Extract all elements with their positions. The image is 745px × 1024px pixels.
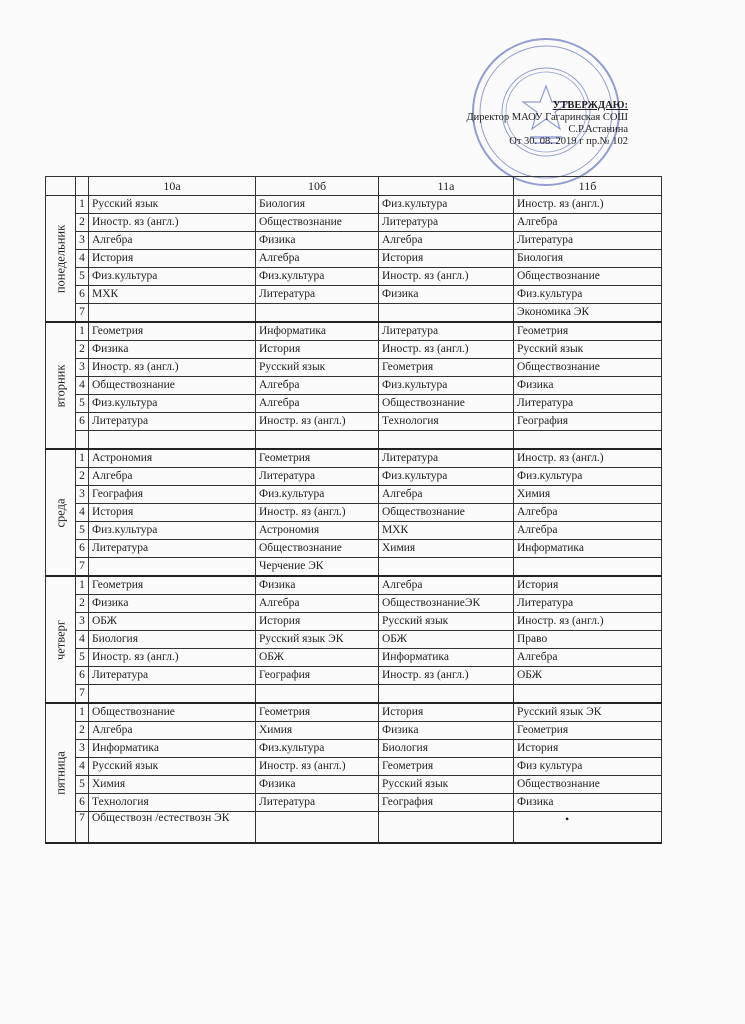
lesson-cell: Алгебра xyxy=(256,250,379,268)
lesson-cell: История xyxy=(514,740,662,758)
lesson-cell: Физика xyxy=(89,595,256,613)
ink-dot: • xyxy=(565,812,570,826)
table-row xyxy=(46,794,662,812)
lesson-cell: Физ.культура xyxy=(89,522,256,540)
lesson-cell: Геометрия xyxy=(256,703,379,722)
table-row xyxy=(46,304,662,323)
lesson-cell: ОБЖ xyxy=(89,613,256,631)
table-row xyxy=(46,214,662,232)
table-row xyxy=(46,558,662,577)
lesson-cell: Литература xyxy=(256,794,379,812)
lesson-cell: История xyxy=(514,576,662,595)
lesson-number: 2 xyxy=(76,722,89,740)
lesson-cell: Алгебра xyxy=(514,522,662,540)
lesson-cell: Геометрия xyxy=(379,758,514,776)
lesson-cell: Литература xyxy=(379,449,514,468)
lesson-cell: Литература xyxy=(256,286,379,304)
lesson-cell: Физ.культура xyxy=(379,196,514,214)
lesson-cell: Физика xyxy=(514,377,662,395)
lesson-cell: Литература xyxy=(514,595,662,613)
lesson-cell: Черчение ЭК xyxy=(256,558,379,577)
lesson-number: 5 xyxy=(76,649,89,667)
lesson-cell: Информатика xyxy=(256,322,379,341)
lesson-number: 7 xyxy=(76,812,89,844)
lesson-cell: ОБЖ xyxy=(256,649,379,667)
table-row xyxy=(46,341,662,359)
lesson-cell: Физика xyxy=(256,776,379,794)
table-row xyxy=(46,576,662,595)
lesson-cell xyxy=(256,304,379,323)
lesson-cell xyxy=(89,685,256,704)
class-header: 10б xyxy=(256,177,379,196)
lesson-cell: География xyxy=(256,667,379,685)
lesson-number: 3 xyxy=(76,740,89,758)
lesson-cell: Алгебра xyxy=(379,232,514,250)
table-row xyxy=(46,740,662,758)
table-row xyxy=(46,250,662,268)
lesson-cell: География xyxy=(89,486,256,504)
class-header: 10а xyxy=(89,177,256,196)
lesson-cell: Алгебра xyxy=(379,576,514,595)
lesson-cell: Иностр. яз (англ.) xyxy=(379,268,514,286)
lesson-cell: Биология xyxy=(256,196,379,214)
lesson-cell xyxy=(379,685,514,704)
lesson-number: 4 xyxy=(76,631,89,649)
lesson-number: 4 xyxy=(76,250,89,268)
lesson-number: 3 xyxy=(76,232,89,250)
table-row xyxy=(46,613,662,631)
lesson-cell: Физ.культура xyxy=(256,268,379,286)
table-row xyxy=(46,685,662,704)
lesson-cell: Физика xyxy=(89,341,256,359)
lesson-number: 3 xyxy=(76,486,89,504)
lesson-cell: Иностр. яз (англ.) xyxy=(514,449,662,468)
lesson-cell: Химия xyxy=(256,722,379,740)
lesson-cell: Русский язык xyxy=(379,776,514,794)
day-label xyxy=(46,576,76,703)
lesson-number: 1 xyxy=(76,576,89,595)
table-row xyxy=(46,268,662,286)
lesson-cell: Химия xyxy=(89,776,256,794)
lesson-cell: Литература xyxy=(379,214,514,232)
lesson-cell: Иностр. яз (англ.) xyxy=(89,214,256,232)
table-row xyxy=(46,468,662,486)
lesson-number: 7 xyxy=(76,304,89,323)
table-row xyxy=(46,504,662,522)
lesson-cell: Иностр. яз (англ.) xyxy=(379,341,514,359)
table-row xyxy=(46,703,662,722)
lesson-cell: Алгебра xyxy=(256,377,379,395)
lesson-cell: Информатика xyxy=(89,740,256,758)
table-row xyxy=(46,486,662,504)
lesson-cell: Физика xyxy=(379,722,514,740)
table-row xyxy=(46,649,662,667)
day-name: понедельник xyxy=(53,224,67,293)
lesson-cell: Биология xyxy=(379,740,514,758)
lesson-cell: ОбществознаниеЭК xyxy=(379,595,514,613)
table-row xyxy=(46,540,662,558)
lesson-number: 4 xyxy=(76,377,89,395)
class-header: 11а xyxy=(379,177,514,196)
lesson-cell: Алгебра xyxy=(514,214,662,232)
lesson-number xyxy=(76,431,89,450)
lesson-cell: Физ.культура xyxy=(256,740,379,758)
lesson-cell: Физ.культура xyxy=(256,486,379,504)
lesson-number: 4 xyxy=(76,504,89,522)
lesson-cell: Физ.культура xyxy=(514,286,662,304)
lesson-cell xyxy=(256,431,379,450)
lesson-cell: Геометрия xyxy=(514,722,662,740)
table-row xyxy=(46,758,662,776)
lesson-number: 6 xyxy=(76,286,89,304)
lesson-cell: Обществознание xyxy=(89,377,256,395)
lesson-cell xyxy=(89,558,256,577)
day-name: среда xyxy=(53,497,67,528)
lesson-cell: Физ.культура xyxy=(379,468,514,486)
lesson-number: 5 xyxy=(76,268,89,286)
lesson-cell: Алгебра xyxy=(514,504,662,522)
lesson-cell: Обществознание xyxy=(514,268,662,286)
lesson-number: 4 xyxy=(76,758,89,776)
lesson-cell: Право xyxy=(514,631,662,649)
lesson-number: 6 xyxy=(76,540,89,558)
lesson-cell: Обществознание xyxy=(256,540,379,558)
lesson-cell: Иностр. яз (англ.) xyxy=(256,758,379,776)
lesson-cell xyxy=(514,431,662,450)
day-label xyxy=(46,322,76,449)
lesson-cell: Физика xyxy=(514,794,662,812)
table-row xyxy=(46,377,662,395)
lesson-number: 1 xyxy=(76,196,89,214)
lesson-cell xyxy=(514,558,662,577)
lesson-cell: Русский язык xyxy=(89,758,256,776)
lesson-cell: Обществозн /естествозн ЭК xyxy=(89,812,256,844)
lesson-cell xyxy=(89,304,256,323)
lesson-cell: ОБЖ xyxy=(379,631,514,649)
lesson-number: 3 xyxy=(76,613,89,631)
lesson-cell: Экономика ЭК xyxy=(514,304,662,323)
day-name: четверг xyxy=(53,619,67,660)
lesson-cell xyxy=(514,685,662,704)
lesson-number: 6 xyxy=(76,667,89,685)
schedule-table xyxy=(45,176,662,844)
approval-signatory: С.Р.Астанина xyxy=(568,124,628,135)
lesson-cell: Обществознание xyxy=(379,504,514,522)
lesson-cell: МХК xyxy=(379,522,514,540)
lesson-cell: Физика xyxy=(256,232,379,250)
lesson-cell: Обществознание xyxy=(514,359,662,377)
approval-order: От 30. 08. 2019 г пр.№ 102 xyxy=(509,136,628,147)
lesson-cell: Алгебра xyxy=(89,468,256,486)
lesson-cell: Геометрия xyxy=(89,322,256,341)
lesson-number: 5 xyxy=(76,776,89,794)
lesson-cell: Русский язык ЭК xyxy=(514,703,662,722)
lesson-cell: Алгебра xyxy=(89,232,256,250)
table-row xyxy=(46,522,662,540)
table-row xyxy=(46,322,662,341)
lesson-cell: Геометрия xyxy=(256,449,379,468)
lesson-cell: Алгебра xyxy=(514,649,662,667)
lesson-number: 1 xyxy=(76,703,89,722)
lesson-cell: География xyxy=(514,413,662,431)
lesson-cell: Астрономия xyxy=(89,449,256,468)
corner-cell xyxy=(46,177,76,196)
lesson-cell: История xyxy=(379,703,514,722)
lesson-cell: Биология xyxy=(514,250,662,268)
lesson-cell xyxy=(379,304,514,323)
lesson-cell: Обществознание xyxy=(256,214,379,232)
lesson-number: 3 xyxy=(76,359,89,377)
lesson-number: 2 xyxy=(76,468,89,486)
table-row xyxy=(46,196,662,214)
lesson-cell: Иностр. яз (англ.) xyxy=(514,196,662,214)
lesson-cell: Иностр. яз (англ.) xyxy=(256,504,379,522)
lesson-cell: Геометрия xyxy=(514,322,662,341)
lesson-cell: Биология xyxy=(89,631,256,649)
lesson-cell: Литература xyxy=(256,468,379,486)
lesson-cell: Физ.культура xyxy=(89,268,256,286)
lesson-cell: Геометрия xyxy=(379,359,514,377)
lesson-cell: Литература xyxy=(379,322,514,341)
lesson-cell: Иностр. яз (англ.) xyxy=(89,649,256,667)
lesson-cell xyxy=(89,431,256,450)
table-row xyxy=(46,449,662,468)
table-row xyxy=(46,595,662,613)
lesson-cell: Физ.культура xyxy=(89,395,256,413)
lesson-cell: МХК xyxy=(89,286,256,304)
num-header xyxy=(76,177,89,196)
lesson-cell: Алгебра xyxy=(379,486,514,504)
lesson-cell: Иностр. яз (англ.) xyxy=(256,413,379,431)
lesson-cell: Физика xyxy=(379,286,514,304)
lesson-cell: Алгебра xyxy=(256,395,379,413)
lesson-cell: Астрономия xyxy=(256,522,379,540)
day-label xyxy=(46,449,76,576)
day-label xyxy=(46,703,76,843)
table-row xyxy=(46,667,662,685)
table-row xyxy=(46,631,662,649)
lesson-cell xyxy=(514,812,662,844)
lesson-cell: Технология xyxy=(89,794,256,812)
lesson-cell: История xyxy=(379,250,514,268)
approval-director: Директор МАОУ Гагаринская СОШ xyxy=(466,112,628,123)
lesson-cell: История xyxy=(89,504,256,522)
table-row xyxy=(46,776,662,794)
lesson-cell: Литература xyxy=(89,413,256,431)
lesson-cell: Химия xyxy=(379,540,514,558)
lesson-number: 1 xyxy=(76,449,89,468)
lesson-cell: Обществознание xyxy=(89,703,256,722)
lesson-number: 2 xyxy=(76,214,89,232)
day-label xyxy=(46,196,76,323)
lesson-cell: Технология xyxy=(379,413,514,431)
lesson-cell: Физ культура xyxy=(514,758,662,776)
lesson-cell: Литература xyxy=(514,395,662,413)
lesson-cell: Физика xyxy=(256,576,379,595)
lesson-cell: Информатика xyxy=(514,540,662,558)
lesson-cell: Иностр. яз (англ.) xyxy=(379,667,514,685)
lesson-cell: Русский язык xyxy=(256,359,379,377)
table-row xyxy=(46,413,662,431)
lesson-cell: Физ.культура xyxy=(514,468,662,486)
class-header: 11б xyxy=(514,177,662,196)
lesson-cell xyxy=(256,812,379,844)
lesson-number: 6 xyxy=(76,794,89,812)
lesson-cell xyxy=(379,431,514,450)
lesson-cell: Алгебра xyxy=(256,595,379,613)
table-row xyxy=(46,359,662,377)
lesson-cell: Литература xyxy=(89,667,256,685)
table-row xyxy=(46,286,662,304)
lesson-number: 7 xyxy=(76,685,89,704)
approval-title: УТВЕРЖДАЮ: xyxy=(552,100,628,111)
lesson-cell: Геометрия xyxy=(89,576,256,595)
table-row xyxy=(46,431,662,450)
lesson-number: 5 xyxy=(76,522,89,540)
lesson-cell: Русский язык xyxy=(514,341,662,359)
lesson-cell: Русский язык xyxy=(89,196,256,214)
lesson-cell: Русский язык ЭК xyxy=(256,631,379,649)
lesson-cell xyxy=(379,558,514,577)
lesson-cell: Русский язык xyxy=(379,613,514,631)
lesson-number: 6 xyxy=(76,413,89,431)
approval-block xyxy=(467,100,629,148)
lesson-number: 2 xyxy=(76,595,89,613)
lesson-cell xyxy=(379,812,514,844)
lesson-cell: Физ.культура xyxy=(379,377,514,395)
lesson-cell: Информатика xyxy=(379,649,514,667)
lesson-number: 7 xyxy=(76,558,89,577)
lesson-cell: Иностр. яз (англ.) xyxy=(89,359,256,377)
lesson-cell: Обществознание xyxy=(379,395,514,413)
day-name: вторник xyxy=(53,364,67,407)
lesson-cell: Литература xyxy=(514,232,662,250)
lesson-cell: Иностр. яз (англ.) xyxy=(514,613,662,631)
lesson-cell: ОБЖ xyxy=(514,667,662,685)
lesson-cell xyxy=(256,685,379,704)
lesson-cell: Обществознание xyxy=(514,776,662,794)
lesson-number: 2 xyxy=(76,341,89,359)
table-row xyxy=(46,722,662,740)
table-row xyxy=(46,232,662,250)
lesson-cell: Литература xyxy=(89,540,256,558)
lesson-cell: История xyxy=(256,613,379,631)
table-row xyxy=(46,395,662,413)
lesson-cell: История xyxy=(256,341,379,359)
header-row xyxy=(46,177,662,196)
day-name: пятница xyxy=(53,751,67,795)
lesson-number: 5 xyxy=(76,395,89,413)
lesson-cell: Химия xyxy=(514,486,662,504)
lesson-cell: География xyxy=(379,794,514,812)
lesson-cell: История xyxy=(89,250,256,268)
lesson-cell: Алгебра xyxy=(89,722,256,740)
lesson-number: 1 xyxy=(76,322,89,341)
